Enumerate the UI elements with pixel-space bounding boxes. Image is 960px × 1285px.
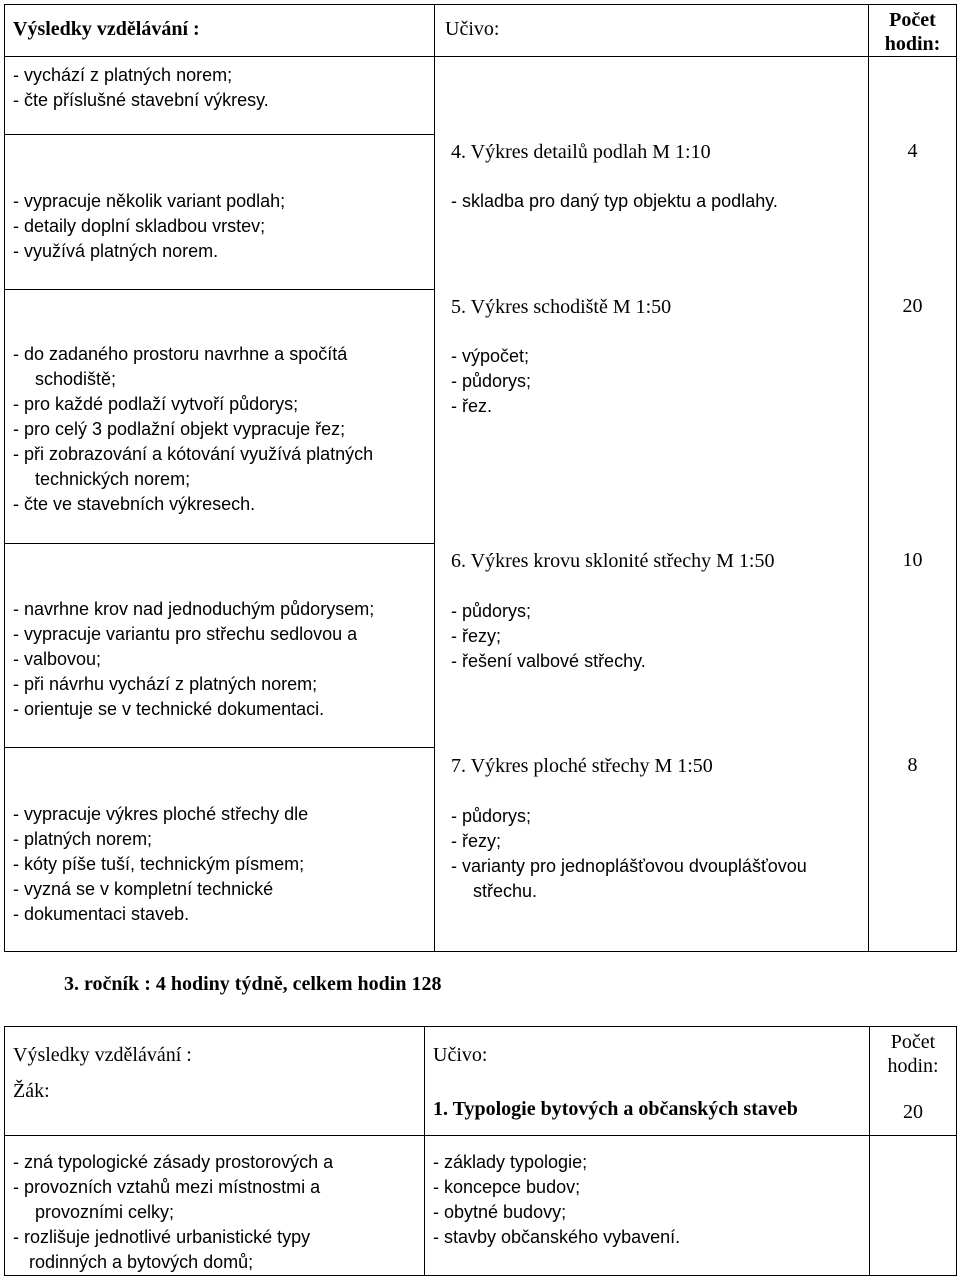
table-header-row	[5, 1027, 957, 1136]
hours-cell	[870, 1136, 957, 1276]
table-row	[5, 57, 957, 135]
student-label: Žák:	[13, 1080, 50, 1102]
list-item: schodiště;	[35, 369, 117, 389]
table-row	[5, 1136, 957, 1276]
list-item: - detaily doplní skladbou vrstev;	[13, 216, 266, 236]
curriculum-table-year2	[4, 4, 957, 952]
curriculum-cell	[435, 748, 869, 952]
curriculum-cell	[435, 135, 869, 290]
curriculum-table-year3	[4, 1026, 957, 1276]
year-heading: 3. ročník : 4 hodiny týdně, celkem hodin 128	[64, 973, 442, 995]
list-item: - provozních vztahů mezi místnostmi a	[13, 1177, 321, 1197]
results-cell	[5, 544, 435, 748]
list-item: technických norem;	[35, 469, 191, 489]
hours-cell: 8	[869, 748, 957, 952]
list-item: - kóty píše tuší, technickým písmem;	[13, 854, 305, 874]
header-curriculum: Učivo:	[435, 5, 869, 57]
hours-cell: 20	[869, 290, 957, 544]
header-hours: Počet hodin: 20	[870, 1027, 957, 1136]
list-item: - řešení valbové střechy.	[451, 650, 646, 671]
list-item: - řez.	[451, 395, 493, 416]
list-item: - valbovou;	[13, 649, 102, 669]
table-row	[5, 544, 957, 748]
table-row	[5, 748, 957, 952]
list-item: - čte ve stavebních výkresech.	[13, 494, 256, 514]
list-item: - vypracuje variantu pro střechu sedlovou a	[13, 624, 358, 644]
list-item: - orientuje se v technické dokumentaci.	[13, 699, 325, 719]
list-item: - půdorys;	[451, 600, 532, 621]
table-header-row	[5, 5, 957, 57]
results-cell	[5, 290, 435, 544]
section-title: 4. Výkres detailů podlah M 1:10	[451, 140, 711, 163]
section-title: 6. Výkres krovu sklonité střechy M 1:50	[451, 549, 775, 572]
list-item: - koncepce budov;	[433, 1177, 581, 1197]
list-item: - vyzná se v kompletní technické	[13, 879, 274, 899]
results-cell	[5, 748, 435, 952]
list-item: - pro celý 3 podlažní objekt vypracuje řez;	[13, 419, 346, 439]
list-item: - při zobrazování a kótování využívá platných	[13, 444, 374, 464]
list-item: - stavby občanského vybavení.	[433, 1227, 681, 1247]
results-cell	[5, 1136, 425, 1276]
list-item: - vypracuje výkres ploché střechy dle	[13, 804, 309, 824]
header-results: Výsledky vzdělávání : Žák:	[5, 1027, 425, 1136]
list-item: - dokumentaci staveb.	[13, 904, 190, 924]
list-item: - vypracuje několik variant podlah;	[13, 191, 286, 211]
list-item: - základy typologie;	[433, 1152, 588, 1172]
list-item: - řezy;	[451, 625, 502, 646]
results-cell	[5, 57, 435, 135]
hours-cell: 10	[869, 544, 957, 748]
list-item: - varianty pro jednoplášťovou dvouplášťovou	[451, 855, 807, 876]
list-item: - výpočet;	[451, 345, 530, 366]
list-item: rodinných a bytových domů;	[29, 1252, 254, 1272]
curriculum-cell: Učivo: 1. Typologie bytových a občanských staveb	[425, 1027, 870, 1136]
list-item: - půdorys;	[451, 370, 532, 391]
list-item: - platných norem;	[13, 829, 153, 849]
curriculum-cell	[435, 544, 869, 748]
list-item: - při návrhu vychází z platných norem;	[13, 674, 318, 694]
list-item: - navrhne krov nad jednoduchým půdorysem;	[13, 599, 375, 619]
list-item: - půdorys;	[451, 805, 532, 826]
list-item: - obytné budovy;	[433, 1202, 567, 1222]
list-item: provozními celky;	[35, 1202, 175, 1222]
section-title: 7. Výkres ploché střechy M 1:50	[451, 754, 713, 777]
table-row	[5, 135, 957, 290]
header-hours: Počet hodin:	[869, 5, 957, 57]
header-results: Výsledky vzdělávání :	[5, 5, 435, 57]
list-item: - skladba pro daný typ objektu a podlahy.	[451, 190, 778, 211]
results-cell	[5, 135, 435, 290]
list-item: - využívá platných norem.	[13, 241, 219, 261]
list-item: - pro každé podlaží vytvoří půdorys;	[13, 394, 299, 414]
list-item: - čte příslušné stavební výkresy.	[13, 90, 269, 110]
hours-cell: 4	[869, 135, 957, 290]
list-item: - rozlišuje jednotlivé urbanistické typy	[13, 1227, 311, 1247]
curriculum-cell	[435, 290, 869, 544]
list-item: střechu.	[473, 880, 538, 901]
list-item: - vychází z platných norem;	[13, 65, 233, 85]
list-item: - do zadaného prostoru navrhne a spočítá	[13, 344, 348, 364]
table-row	[5, 290, 957, 544]
list-item: - zná typologické zásady prostorových a	[13, 1152, 334, 1172]
curriculum-cell	[425, 1136, 870, 1276]
hours-value: 20	[903, 1101, 923, 1123]
list-item: - řezy;	[451, 830, 502, 851]
section-title: 1. Typologie bytových a občanských staveb	[433, 1098, 798, 1120]
section-title: 5. Výkres schodiště M 1:50	[451, 295, 672, 318]
